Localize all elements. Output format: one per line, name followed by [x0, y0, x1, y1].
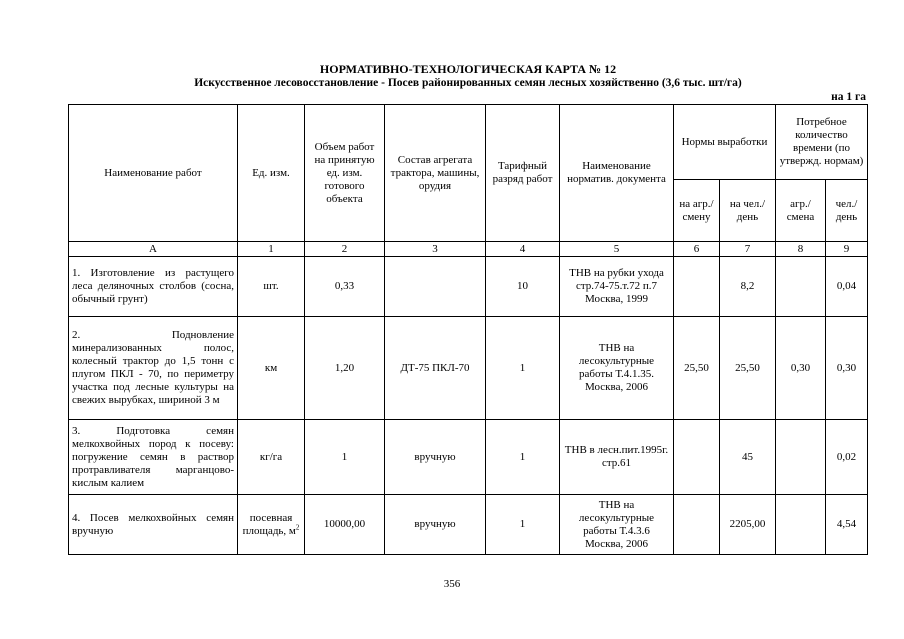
row-norm-agr: 25,50	[674, 317, 720, 420]
row-work-name: 3. Подготовка семян мелкохвойных пород к посеву: погружение семян в раствор протравливателя марганцово-кислым калием	[69, 420, 238, 495]
row-document: ТНВ в лесн.пит.1995г. стр.61	[560, 420, 674, 495]
header-unit: Ед. изм.	[238, 105, 305, 242]
unit-note: на 1 га	[831, 91, 866, 103]
page-number: 356	[443, 578, 461, 590]
header-name: Наименование работ	[69, 105, 238, 242]
table-row	[69, 495, 868, 555]
column-number: А	[69, 242, 238, 257]
row-need-man: 0,30	[826, 317, 868, 420]
row-need-agr	[776, 257, 826, 317]
row-need-man: 0,04	[826, 257, 868, 317]
row-norm-man: 45	[720, 420, 776, 495]
row-unit: км	[238, 317, 305, 420]
column-number: 1	[238, 242, 305, 257]
header-volume: Объем работ на принятую ед. изм. готового объекта	[305, 105, 385, 242]
row-unit	[238, 495, 305, 555]
header-need-agr: агр./ смена	[776, 180, 826, 242]
row-document: ТНВ на лесокультурные работы Т.4.1.35. Москва, 2006	[560, 317, 674, 420]
column-number: 3	[385, 242, 486, 257]
header-grade: Тарифный разряд работ	[486, 105, 560, 242]
table-row	[69, 420, 868, 495]
row-grade: 1	[486, 317, 560, 420]
row-unit: кг/га	[238, 420, 305, 495]
header-need-man: чел./ день	[826, 180, 868, 242]
norms-table	[68, 104, 868, 555]
row-aggregate	[385, 257, 486, 317]
row-grade: 1	[486, 495, 560, 555]
row-unit: шт.	[238, 257, 305, 317]
row-norm-man: 25,50	[720, 317, 776, 420]
row-grade: 10	[486, 257, 560, 317]
row-volume: 0,33	[305, 257, 385, 317]
header-row	[69, 105, 868, 180]
table-row	[69, 257, 868, 317]
row-need-agr	[776, 495, 826, 555]
row-norm-man: 2205,00	[720, 495, 776, 555]
card-subtitle: Искусственное лесовосстановление - Посев районированных семян лесных хозяйственно (3,6 тыс. шт/га)	[194, 77, 742, 89]
row-aggregate: ДТ-75 ПКЛ-70	[385, 317, 486, 420]
row-unit-text: посевная площадь, м	[242, 511, 296, 537]
table-row	[69, 317, 868, 420]
header-norms-agr: на агр./ смену	[674, 180, 720, 242]
row-need-man: 4,54	[826, 495, 868, 555]
row-need-agr	[776, 420, 826, 495]
row-volume: 1	[305, 420, 385, 495]
column-number: 7	[720, 242, 776, 257]
column-number: 2	[305, 242, 385, 257]
row-aggregate: вручную	[385, 495, 486, 555]
column-number: 4	[486, 242, 560, 257]
row-work-name: 4. Посев мелкохвойных семян вручную	[69, 495, 238, 555]
row-norm-agr	[674, 420, 720, 495]
row-aggregate: вручную	[385, 420, 486, 495]
row-need-agr: 0,30	[776, 317, 826, 420]
row-need-man: 0,02	[826, 420, 868, 495]
row-document: ТНВ на лесокультурные работы Т.4.3.6 Москва, 2006	[560, 495, 674, 555]
header-need: Потребное количество времени (по утвержд. нормам)	[776, 105, 868, 180]
column-number: 5	[560, 242, 674, 257]
header-aggregate: Состав агрегата трактора, машины, орудия	[385, 105, 486, 242]
row-unit-superscript: 2	[295, 522, 300, 531]
row-norm-man: 8,2	[720, 257, 776, 317]
row-work-name: 2. Подновление минерализованных полос, колесный трактор до 1,5 тонн с плугом ПКЛ - 70, по периметру участка под лесные культуры на свежих вырубках, шириной 3 м	[69, 317, 238, 420]
column-number: 8	[776, 242, 826, 257]
row-norm-agr	[674, 495, 720, 555]
row-norm-agr	[674, 257, 720, 317]
row-document: ТНВ на рубки ухода стр.74-75.т.72 п.7 Москва, 1999	[560, 257, 674, 317]
header-norms: Нормы выработки	[674, 105, 776, 180]
column-number: 6	[674, 242, 720, 257]
card-title: НОРМАТИВНО-ТЕХНОЛОГИЧЕСКАЯ КАРТА № 12	[319, 62, 617, 76]
row-volume: 1,20	[305, 317, 385, 420]
row-grade: 1	[486, 420, 560, 495]
row-volume: 10000,00	[305, 495, 385, 555]
header-document: Наименование норматив. документа	[560, 105, 674, 242]
column-number: 9	[826, 242, 868, 257]
column-number-row	[69, 242, 868, 257]
header-norms-man: на чел./ день	[720, 180, 776, 242]
row-work-name: 1. Изготовление из растущего леса деляночных столбов (сосна, обычный грунт)	[69, 257, 238, 317]
